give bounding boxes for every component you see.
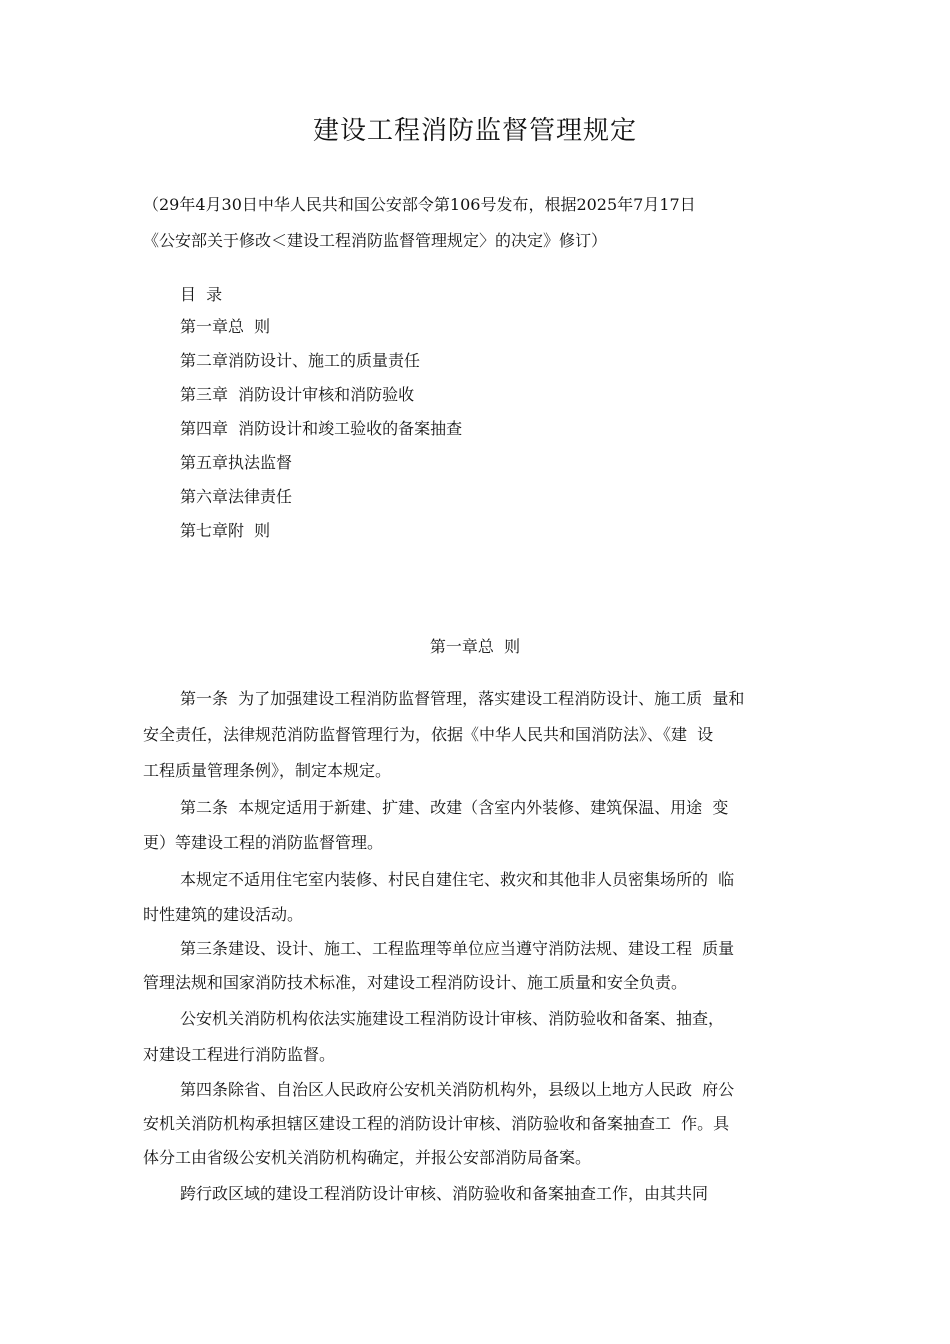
toc-item: 第六章法律责任 xyxy=(180,487,293,506)
body-line: 管理法规和国家消防技术标准，对建设工程消防设计、施工质量和安全负责。 xyxy=(143,973,688,992)
body-line: 更）等建设工程的消防监督管理。 xyxy=(143,833,384,852)
body-line: 第一条 为了加强建设工程消防监督管理，落实建设工程消防设计、施工质 量和 xyxy=(180,689,745,708)
table-of-contents xyxy=(180,316,462,554)
chapter-heading: 第一章总 则 xyxy=(429,637,521,656)
body-line: 第四条除省、自治区人民政府公安机关消防机构外，县级以上地方人民政 府公 xyxy=(180,1080,735,1099)
toc-item: 第二章消防设计、施工的质量责任 xyxy=(180,351,421,370)
body-line: 第三条建设、设计、施工、工程监理等单位应当遵守消防法规、建设工程 质量 xyxy=(180,939,735,958)
body-line: 时性建筑的建设活动。 xyxy=(143,905,304,924)
body-line: 安机关消防机构承担辖区建设工程的消防设计审核、消防验收和备案抽查工 作。具 xyxy=(143,1114,730,1133)
toc-item: 第一章总 则 xyxy=(180,317,271,336)
toc-item: 第七章附 则 xyxy=(180,521,271,540)
body-line: 工程质量管理条例》，制定本规定。 xyxy=(143,761,392,780)
body-line: 公安机关消防机构依法实施建设工程消防设计审核、消防验收和备案、抽查， xyxy=(180,1009,725,1028)
body-line: 体分工由省级公安机关消防机构确定，并报公安部消防局备案。 xyxy=(143,1148,592,1167)
toc-item: 第四章 消防设计和竣工验收的备案抽查 xyxy=(180,419,463,438)
toc-item: 第三章 消防设计审核和消防验收 xyxy=(180,385,415,404)
body-line: 本规定不适用住宅室内装修、村民自建住宅、救灾和其他非人员密集场所的 临 xyxy=(180,870,735,889)
document-title: 建设工程消防监督管理规定 xyxy=(312,116,637,146)
body-line: 跨行政区域的建设工程消防设计审核、消防验收和备案抽查工作，由其共同 xyxy=(180,1184,709,1203)
body-line: 安全责任，法律规范消防监督管理行为，依据《中华人民共和国消防法》、《建 设 xyxy=(143,725,714,744)
document-subtitle-line-2: 《公安部关于修改＜建设工程消防监督管理规定〉的决定》修订） xyxy=(143,231,608,250)
body-line: 第二条 本规定适用于新建、扩建、改建（含室内外装修、建筑保温、用途 变 xyxy=(180,798,729,817)
toc-item: 第五章执法监督 xyxy=(180,453,293,472)
toc-heading: 目 录 xyxy=(180,285,223,304)
document-subtitle-line-1: （29年4月30日中华人民共和国公安部令第106号发布，根据2025年7月17日 xyxy=(143,195,696,214)
body-line: 对建设工程进行消防监督。 xyxy=(143,1045,336,1064)
